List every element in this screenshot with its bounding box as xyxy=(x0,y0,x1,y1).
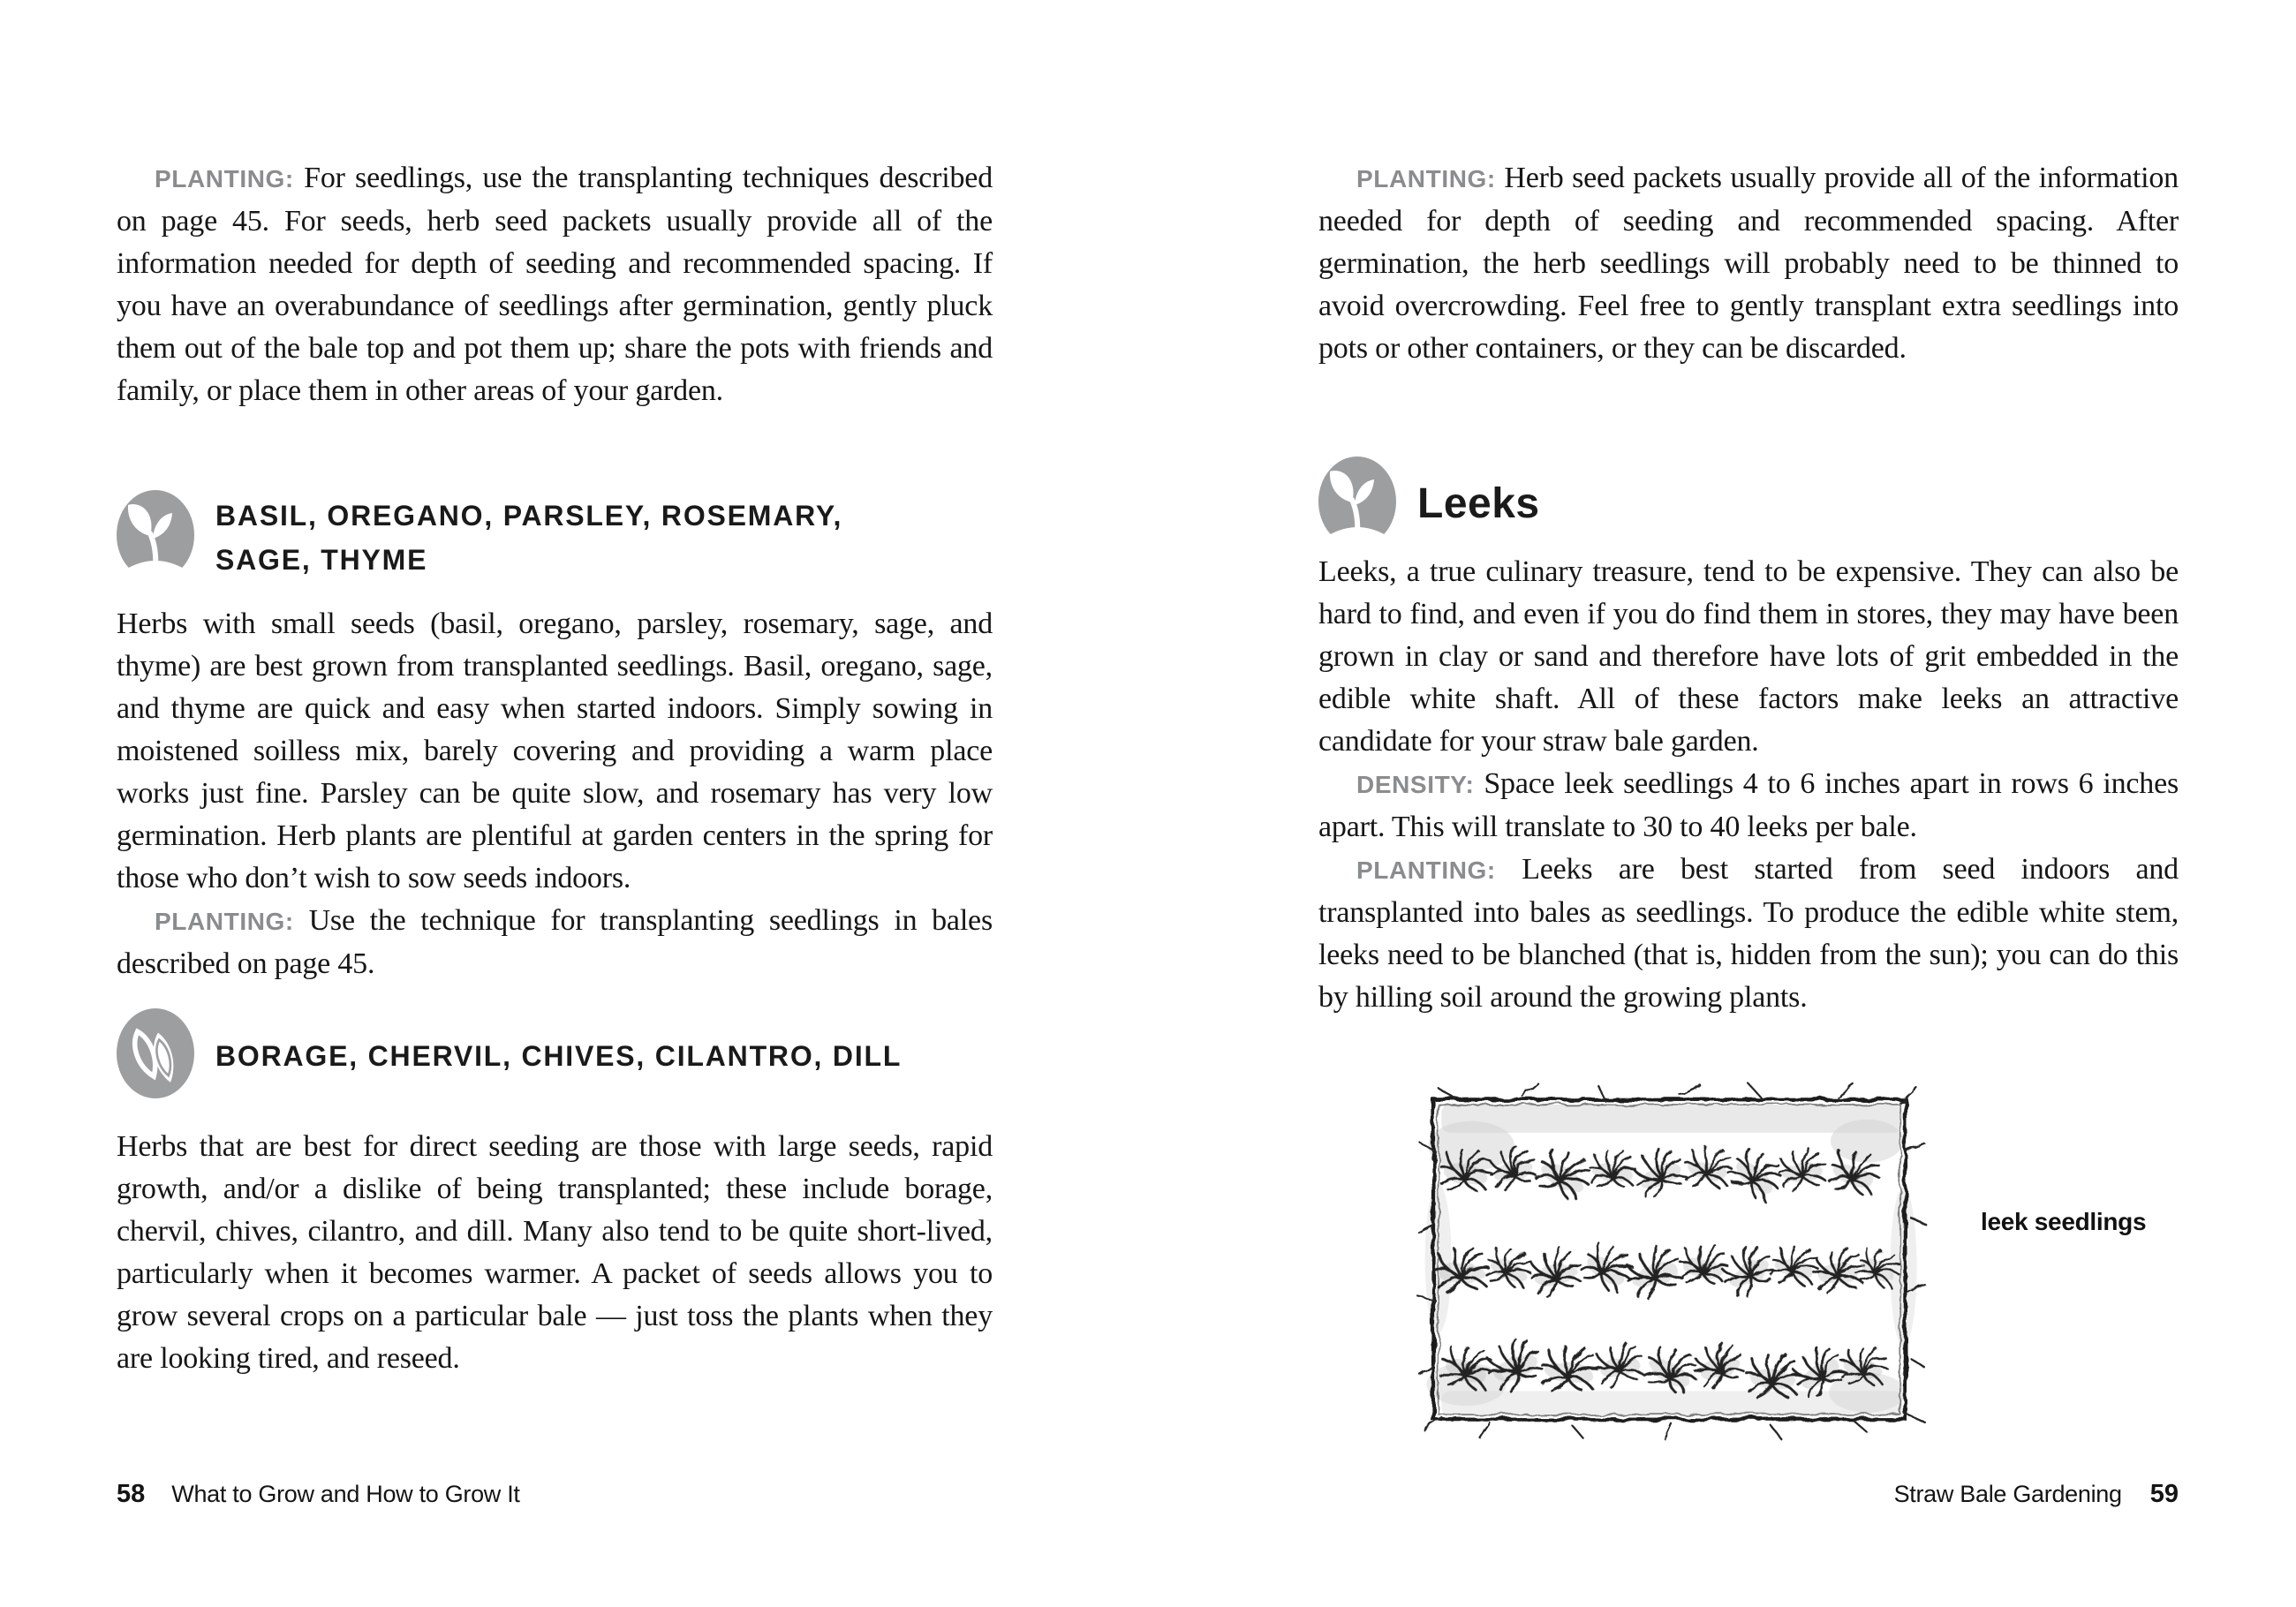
page-number: 58 xyxy=(117,1480,146,1508)
seedling-icon xyxy=(1318,456,1396,551)
section-heading-small-seeds xyxy=(215,494,842,582)
right-footer xyxy=(1894,1480,2179,1509)
leeks-body: Leeks, a true culinary treasure, tend to be expensive. They can also be hard to find, and even if you do find them in stores, they may have been grown in clay or sand and therefore have lots of grit embedded in the edible white shaft. All of these factors make leeks an attractive candidate for your straw bale garden. xyxy=(1318,555,2179,758)
planting-paragraph-2 xyxy=(1318,849,2179,1019)
section-direct-seed-herbs xyxy=(117,1008,993,1103)
density-paragraph xyxy=(1318,763,2179,849)
small-seeds-body: Herbs with small seeds (basil, oregano, parsley, rosemary, sage, and thyme) are best grown from transplanted seedlings. Basil, oregano, sage, and thyme are quick and easy when started indoors. Simply sowing in moistened soilless mix, barely covering and providing a warm place works just fine. Parsley can be quite slow, and rosemary has very low germination. Herb plants are plentiful at garden centers in the spring for those who don’t wish to sow seeds indoors. xyxy=(117,607,993,894)
section-heading-direct-seed: BORAGE, CHERVIL, CHIVES, CILANTRO, DILL xyxy=(215,1039,903,1072)
planting-label: PLANTING: xyxy=(155,908,294,935)
density-text: Space leek seedlings 4 to 6 inches apart in rows 6 inches apart. This will translate to 30 to 40 leeks per bale. xyxy=(1318,767,2179,843)
book-title: Straw Bale Gardening xyxy=(1893,1481,2122,1507)
planting-paragraph xyxy=(1318,157,2179,370)
seeds-icon xyxy=(117,1008,194,1103)
planting-paragraph xyxy=(117,157,993,412)
illustration-caption: leek seedlings xyxy=(1981,1208,2147,1235)
page-number: 59 xyxy=(2149,1480,2179,1508)
direct-seed-body: Herbs that are best for direct seeding are those with large seeds, rapid growth, and/or a dislike of being transplanted; these include borage, chervil, chives, cilantro, and dill. Many also tend to be quite short-lived, particularly when it becomes warmer. A packet of seeds allows you to grow several crops on a particular bale — just toss the plants when they are looking tired, and reseed. xyxy=(117,1130,993,1375)
planting-text: Use the technique for transplanting seedlings in bales described on page 45. xyxy=(117,904,993,980)
heading-line-2: SAGE, THYME xyxy=(215,543,428,576)
density-label: DENSITY: xyxy=(1356,771,1475,798)
straw-bale-sketch xyxy=(1407,1075,1937,1450)
planting-label: PLANTING: xyxy=(155,165,294,192)
straw-bale-illustration xyxy=(1407,1075,2147,1450)
heading-line-1: BASIL, OREGANO, PARSLEY, ROSEMARY, xyxy=(215,499,843,532)
section-leeks xyxy=(1318,456,2179,551)
section-small-seed-herbs xyxy=(117,490,993,585)
seedling-icon xyxy=(117,490,194,585)
planting-text: Herb seed packets usually provide all of the information needed for depth of seeding and recommended spacing. After germination, the herb seedlings will probably need to be thinned to avoid overcrowding. Feel free to gently transplant extra seedlings into pots or other containers, or they can be discarded. xyxy=(1318,162,2179,365)
page-59 xyxy=(1148,0,2296,1607)
planting-label: PLANTING: xyxy=(1356,856,1496,884)
left-footer xyxy=(117,1480,520,1509)
leek-seedling-rows xyxy=(1435,1142,1905,1402)
section-heading-leeks: Leeks xyxy=(1417,480,1540,527)
planting-paragraph-2 xyxy=(117,900,993,985)
planting-label: PLANTING: xyxy=(1356,165,1496,192)
planting-text: For seedlings, use the transplanting techniques described on page 45. For seeds, herb seed packets usually provide all of the information needed for depth of seeding and recommended spacing. If you have an overabundance of seedlings after germination, gently pluck them out of the bale top and pot them up; share the pots with friends and family, or place them in other areas of your garden. xyxy=(117,162,993,407)
planting-text: Leeks are best started from seed indoors and transplanted into bales as seedlings. To produce the edible white stem, leeks need to be blanched (that is, hidden from the sun); you can do this by hilling soil around the growing plants. xyxy=(1318,853,2179,1014)
chapter-title: What to Grow and How to Grow It xyxy=(171,1481,520,1507)
